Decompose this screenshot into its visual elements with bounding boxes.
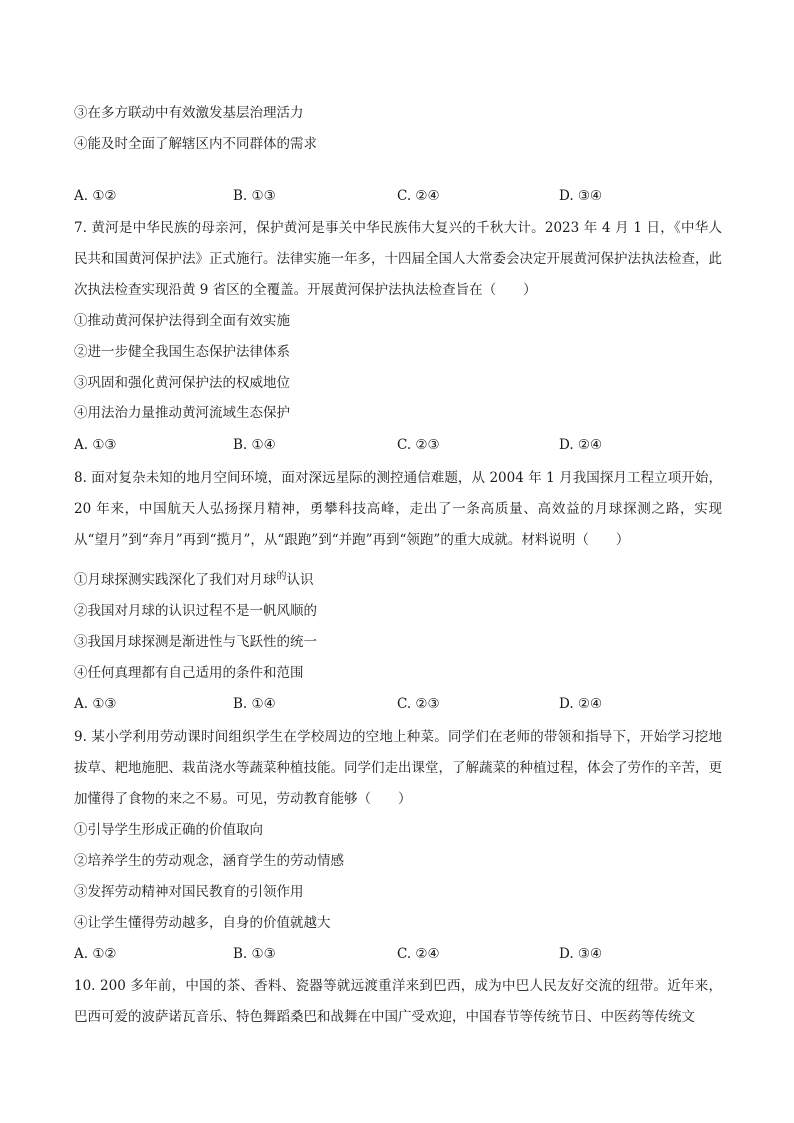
q7-option-1: ①推动黄河保护法得到全面有效实施 (74, 313, 290, 329)
q6-choice-d: D. ③④ (559, 188, 603, 204)
q8-option-4: ④任何真理都有自己适用的条件和范围 (74, 665, 304, 681)
q6-option-3: ③在多方联动中有效激发基层治理活力 (74, 105, 304, 121)
q9-choice-a: A. ①② (74, 946, 117, 962)
q6-option-4: ④能及时全面了解辖区内不同群体的需求 (74, 136, 317, 152)
q6-choice-a: A. ①② (74, 188, 117, 204)
q7-choice-b: B. ①④ (233, 437, 276, 453)
q7-choices (74, 435, 724, 455)
q10-stem: 10. 200 多年前，中国的茶、香料、瓷器等就远渡重洋来到巴西，成为中巴人民友好交流的纽带。近年来，巴西可爱的波萨诺瓦音乐、特色舞蹈桑巴和战舞在中国广受欢迎，中国春节等传统节日、中医药等传统文 (74, 978, 722, 1025)
q8-choices (74, 694, 724, 714)
q9-option-1: ①引导学生形成正确的价值取向 (74, 822, 263, 838)
q8-option-1-text-b: 认识 (286, 572, 314, 588)
q7-choice-a: A. ①③ (74, 437, 117, 453)
q7-stem: 7. 黄河是中华民族的母亲河，保护黄河是事关中华民族伟大复兴的千秋大计。2023 年 4 月 1 日，《中华人民共和国黄河保护法》正式施行。法律实施一年多，十四届全国人大常委会决定开展黄河保护法执法检查，此次执法检查实现沿黄 9 省区的全覆盖。开展黄河保护法执法检查旨在（ ） (74, 220, 722, 298)
q7-option-3: ③巩固和强化黄河保护法的权威地位 (74, 375, 290, 391)
q7-option-4: ④用法治力量推动黄河流域生态保护 (74, 405, 290, 421)
q6-choice-c: C. ②④ (397, 188, 440, 204)
q9-choice-b: B. ①③ (233, 946, 276, 962)
q7-choice-d: D. ②④ (559, 437, 603, 453)
q9-option-2: ②培养学生的劳动观念，涵育学生的劳动情感 (74, 853, 344, 869)
q9-stem: 9. 某小学利用劳动课时间组织学生在学校周边的空地上种菜。同学们在老师的带领和指导下，开始学习挖地拔草、耙地施肥、栽苗浇水等蔬菜种植技能。同学们走出课堂，了解蔬菜的种植过程，体会了劳作的辛苦，更加懂得了食物的来之不易。可见，劳动教育能够（ ） (74, 729, 722, 807)
q8-option-1-superscript: 的 (276, 571, 287, 582)
q9-option-3: ③发挥劳动精神对国民教育的引领作用 (74, 884, 304, 900)
q8-stem: 8. 面对复杂未知的地月空间环境，面对深远星际的测控通信难题，从 2004 年 1 月我国探月工程立项开始，20 年来，中国航天人弘扬探月精神，勇攀科技高峰，走出了一条高质量、高效益的月球探测之路，实现从“望月”到“奔月”再到“揽月”，从“跟跑”到“并跑”再到“领跑”的重大成就。材料说明（ ） (74, 470, 722, 548)
q8-choice-a: A. ①③ (74, 696, 117, 712)
q9-choice-c: C. ②④ (397, 946, 440, 962)
q6-choice-b: B. ①③ (233, 188, 276, 204)
q7-choice-c: C. ②③ (397, 437, 440, 453)
q9-choice-d: D. ③④ (559, 946, 603, 962)
q8-option-2: ②我国对月球的认识过程不是一帆风顺的 (74, 603, 317, 619)
q6-choices (74, 186, 724, 206)
q8-option-1 (74, 567, 314, 590)
q8-choice-d: D. ②④ (559, 696, 603, 712)
q9-choices (74, 944, 724, 964)
q8-choice-b: B. ①④ (233, 696, 276, 712)
q8-choice-c: C. ②③ (397, 696, 440, 712)
q7-option-2: ②进一步健全我国生态保护法律体系 (74, 344, 290, 360)
q9-option-4: ④让学生懂得劳动越多，自身的价值就越大 (74, 915, 331, 931)
q8-option-3: ③我国月球探测是渐进性与飞跃性的统一 (74, 634, 317, 650)
q8-option-1-text-a: ①月球探测实践深化了我们对月球 (74, 572, 277, 588)
